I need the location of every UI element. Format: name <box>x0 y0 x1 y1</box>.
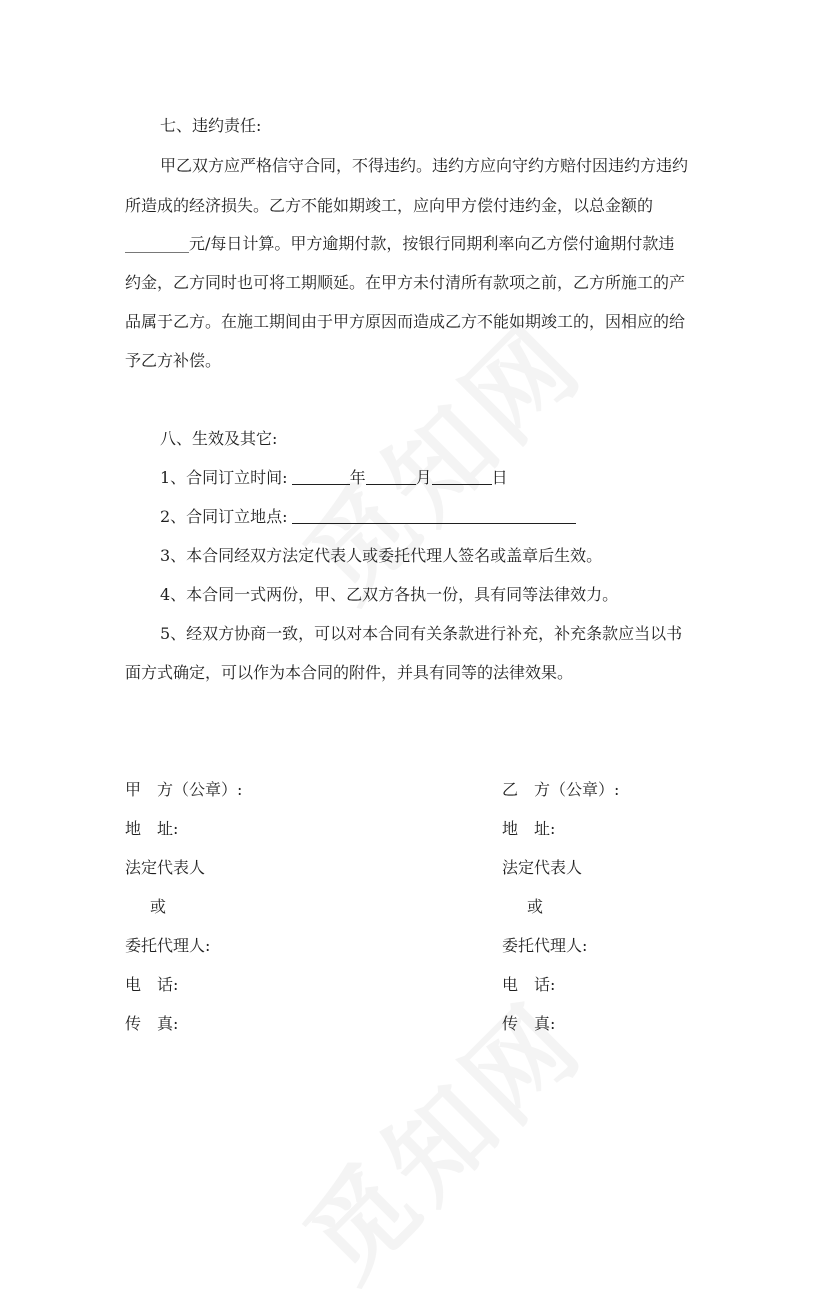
section7-heading: 七、违约责任: <box>160 116 262 135</box>
item2-label: 2、合同订立地点: <box>160 507 288 526</box>
party-b-or: 或 <box>527 897 544 916</box>
party-a-or: 或 <box>150 897 167 916</box>
party-b-legal-rep: 法定代表人 <box>502 858 583 877</box>
section8-item2 <box>160 507 576 527</box>
section7-line-6: 予乙方补偿。 <box>125 351 222 370</box>
day-label: 日 <box>491 468 508 487</box>
place-blank <box>292 507 576 524</box>
party-b-address: 地 址: <box>502 819 556 838</box>
month-blank <box>366 468 416 485</box>
party-b-agent: 委托代理人: <box>502 936 588 955</box>
party-a-fax: 传 真: <box>125 1014 179 1033</box>
party-a-address: 地 址: <box>125 819 179 838</box>
section7-line-5: 品属于乙方。在施工期间由于甲方原因而造成乙方不能如期竣工的，因相应的给 <box>125 312 686 331</box>
party-a-phone: 电 话: <box>125 975 179 994</box>
section7-line-3: ________元/每日计算。甲方逾期付款，按银行同期利率向乙方偿付逾期付款违 <box>125 234 675 253</box>
year-blank <box>292 468 350 485</box>
section7-line-4: 约金，乙方同时也可将工期顺延。在甲方未付清所有款项之前，乙方所施工的产 <box>125 273 686 292</box>
year-label: 年 <box>349 468 366 487</box>
month-label: 月 <box>415 468 432 487</box>
party-b-title: 乙 方（公章）: <box>502 780 620 799</box>
day-blank <box>432 468 492 485</box>
watermark-bottom <box>266 963 610 1307</box>
section7-line-2: 所造成的经济损失。乙方不能如期竣工，应向甲方偿付违约金，以总金额的 <box>125 196 654 215</box>
party-a-title: 甲 方（公章）: <box>125 780 243 799</box>
section8-item4: 4、本合同一式两份，甲、乙双方各执一份，具有同等法律效力。 <box>160 585 619 604</box>
section8-item5-line1: 5、经双方协商一致，可以对本合同有关条款进行补充，补充条款应当以书 <box>160 624 683 643</box>
section8-item1 <box>160 468 508 488</box>
section8-item3: 3、本合同经双方法定代表人或委托代理人签名或盖章后生效。 <box>160 546 603 565</box>
item1-label: 1、合同订立时间: <box>160 468 288 487</box>
party-b-phone: 电 话: <box>502 975 556 994</box>
party-b-fax: 传 真: <box>502 1014 556 1033</box>
party-a-legal-rep: 法定代表人 <box>125 858 206 877</box>
watermark <box>266 283 610 627</box>
section8-item5-line2: 面方式确定，可以作为本合同的附件，并具有同等的法律效果。 <box>125 663 574 682</box>
section7-line-1: 甲乙双方应严格信守合同，不得违约。违约方应向守约方赔付因违约方违约 <box>160 156 689 175</box>
section8-heading: 八、生效及其它: <box>160 429 278 448</box>
party-a-agent: 委托代理人: <box>125 936 211 955</box>
